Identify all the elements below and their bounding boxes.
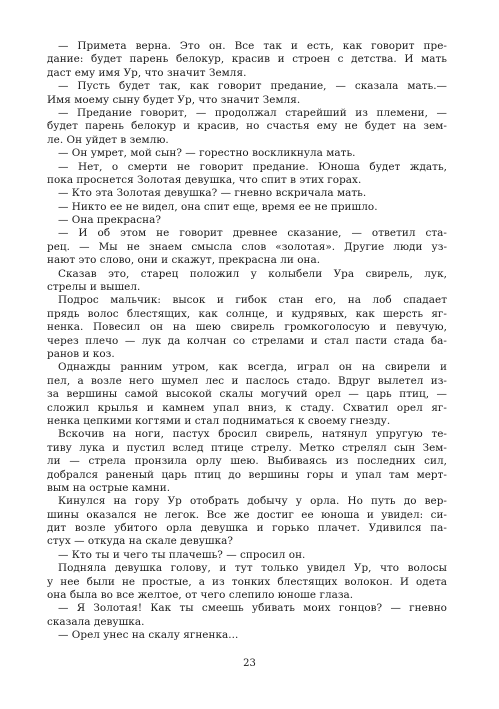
- text-line: — Нет, о смерти не говорит предание. Юноша будет ждать,: [58, 160, 447, 173]
- text-line: прядь волос блестящих, как солнце, и кудрявых, как шерсть яг-: [47, 307, 447, 320]
- text-line: — Я Золотая! Как ты смеешь убивать моих гонцов? — гневно: [58, 602, 447, 615]
- text-line: дит возле убитого орла девушка и горько плачет. Удивился па-: [47, 522, 447, 535]
- text-line: — Никто ее не видел, она спит еще, время ее не пришло.: [58, 200, 378, 213]
- text-line: ранов и коз.: [47, 347, 115, 360]
- text-line: вым на острые камни.: [47, 481, 171, 494]
- text-line: она была во все желтое, от чего слепило юноше глаза.: [47, 589, 354, 602]
- text-line: нают это слово, они и скажут, прекрасна ли она.: [47, 254, 321, 267]
- text-line: ненка. Повесил он на шею свирель громкоголосую и певучую,: [47, 321, 447, 334]
- text-line: пока проснется Золотая девушка, что спит в этих горах.: [47, 173, 362, 186]
- text-line: — Примета верна. Это он. Все так и есть, как говорит пре-: [58, 40, 447, 52]
- text-line: рец. — Мы не знаем смысла слов «золотая». Другие люди уз-: [47, 240, 447, 253]
- text-line: через плечо — лук да колчан со стрелами и стал пасти стада ба-: [47, 334, 447, 347]
- text-line: ле. Он уйдет в землю.: [47, 133, 169, 146]
- text-line: шины оказался не легок. Все же достиг ее юноша и увидел: си-: [47, 508, 447, 521]
- page-number: 23: [243, 658, 256, 669]
- text-line: — И об этом не говорит древнее сказание, — ответил ста-: [58, 227, 447, 240]
- text-line: Однажды ранним утром, как всегда, играл он на свирели и: [58, 361, 447, 374]
- text-line: — Она прекрасна?: [58, 214, 162, 227]
- text-line: добрался раненый царь птиц до вершины горы и упал там мерт-: [47, 468, 447, 481]
- text-line: даст ему имя Ур, что значит Земля.: [47, 66, 247, 79]
- text-line: ненка цепкими когтями и стал подниматься к своему гнезду.: [47, 414, 391, 427]
- text-line: у нее были не простые, а из тонких блестящих волокон. И одета: [47, 575, 447, 588]
- text-line: — Кто ты и чего ты плачешь? — спросил он.: [58, 548, 306, 561]
- text-line: Имя моему сыну будет Ур, что значит Земля.: [47, 93, 301, 106]
- text-line: — Предание говорит, — продолжал старейший из племени, —: [58, 106, 447, 119]
- text-line: дание: будет парень белокур, красив и строен с детства. И мать: [47, 53, 447, 66]
- text-line: за вершины самой высокой скалы могучий орел — царь птиц, —: [47, 388, 447, 401]
- text-line: — Пусть будет так, как говорит предание, — сказала мать.—: [58, 80, 447, 93]
- text-line: стух — откуда на скале девушка?: [47, 535, 234, 548]
- text-line: Подняла девушка голову, и тут только увидел Ур, что волосы: [58, 562, 447, 575]
- text-line: стрелы и вышел.: [47, 281, 141, 294]
- text-line: пел, а возле него шумел лес и паслось стадо. Вдруг вылетел из-: [47, 374, 447, 387]
- text-line: ли — стрела пронзила орлу шею. Выбиваясь из последних сил,: [47, 455, 447, 468]
- text-line: — Он умрет, мой сын? — горестно воскликнула мать.: [58, 147, 356, 160]
- page-body: [47, 40, 447, 643]
- text-line: сказала девушка.: [47, 615, 145, 628]
- text-line: Подрос мальчик: высок и гибок стан его, на лоб спадает: [58, 294, 447, 307]
- text-line: — Кто эта Золотая девушка? — гневно вскричала мать.: [58, 187, 367, 200]
- text-line: Кинулся на гору Ур отобрать добычу у орла. Но путь до вер-: [58, 495, 447, 508]
- text-line: Вскочив на ноги, пастух бросил свирель, натянул упругую те-: [58, 428, 447, 441]
- text-line: будет парень белокур и красив, но счастья ему не будет на зем-: [47, 120, 447, 133]
- text-line: тиву лука и пустил вслед птице стрелу. Метко стрелял сын Зем-: [47, 441, 447, 454]
- text-line: сложил крылья и камнем упал вниз, к стаду. Схватил орел яг-: [47, 401, 447, 414]
- text-line: Сказав это, старец положил у колыбели Ура свирель, лук,: [58, 267, 447, 280]
- text-line: — Орел унес на скалу ягненка...: [58, 629, 239, 642]
